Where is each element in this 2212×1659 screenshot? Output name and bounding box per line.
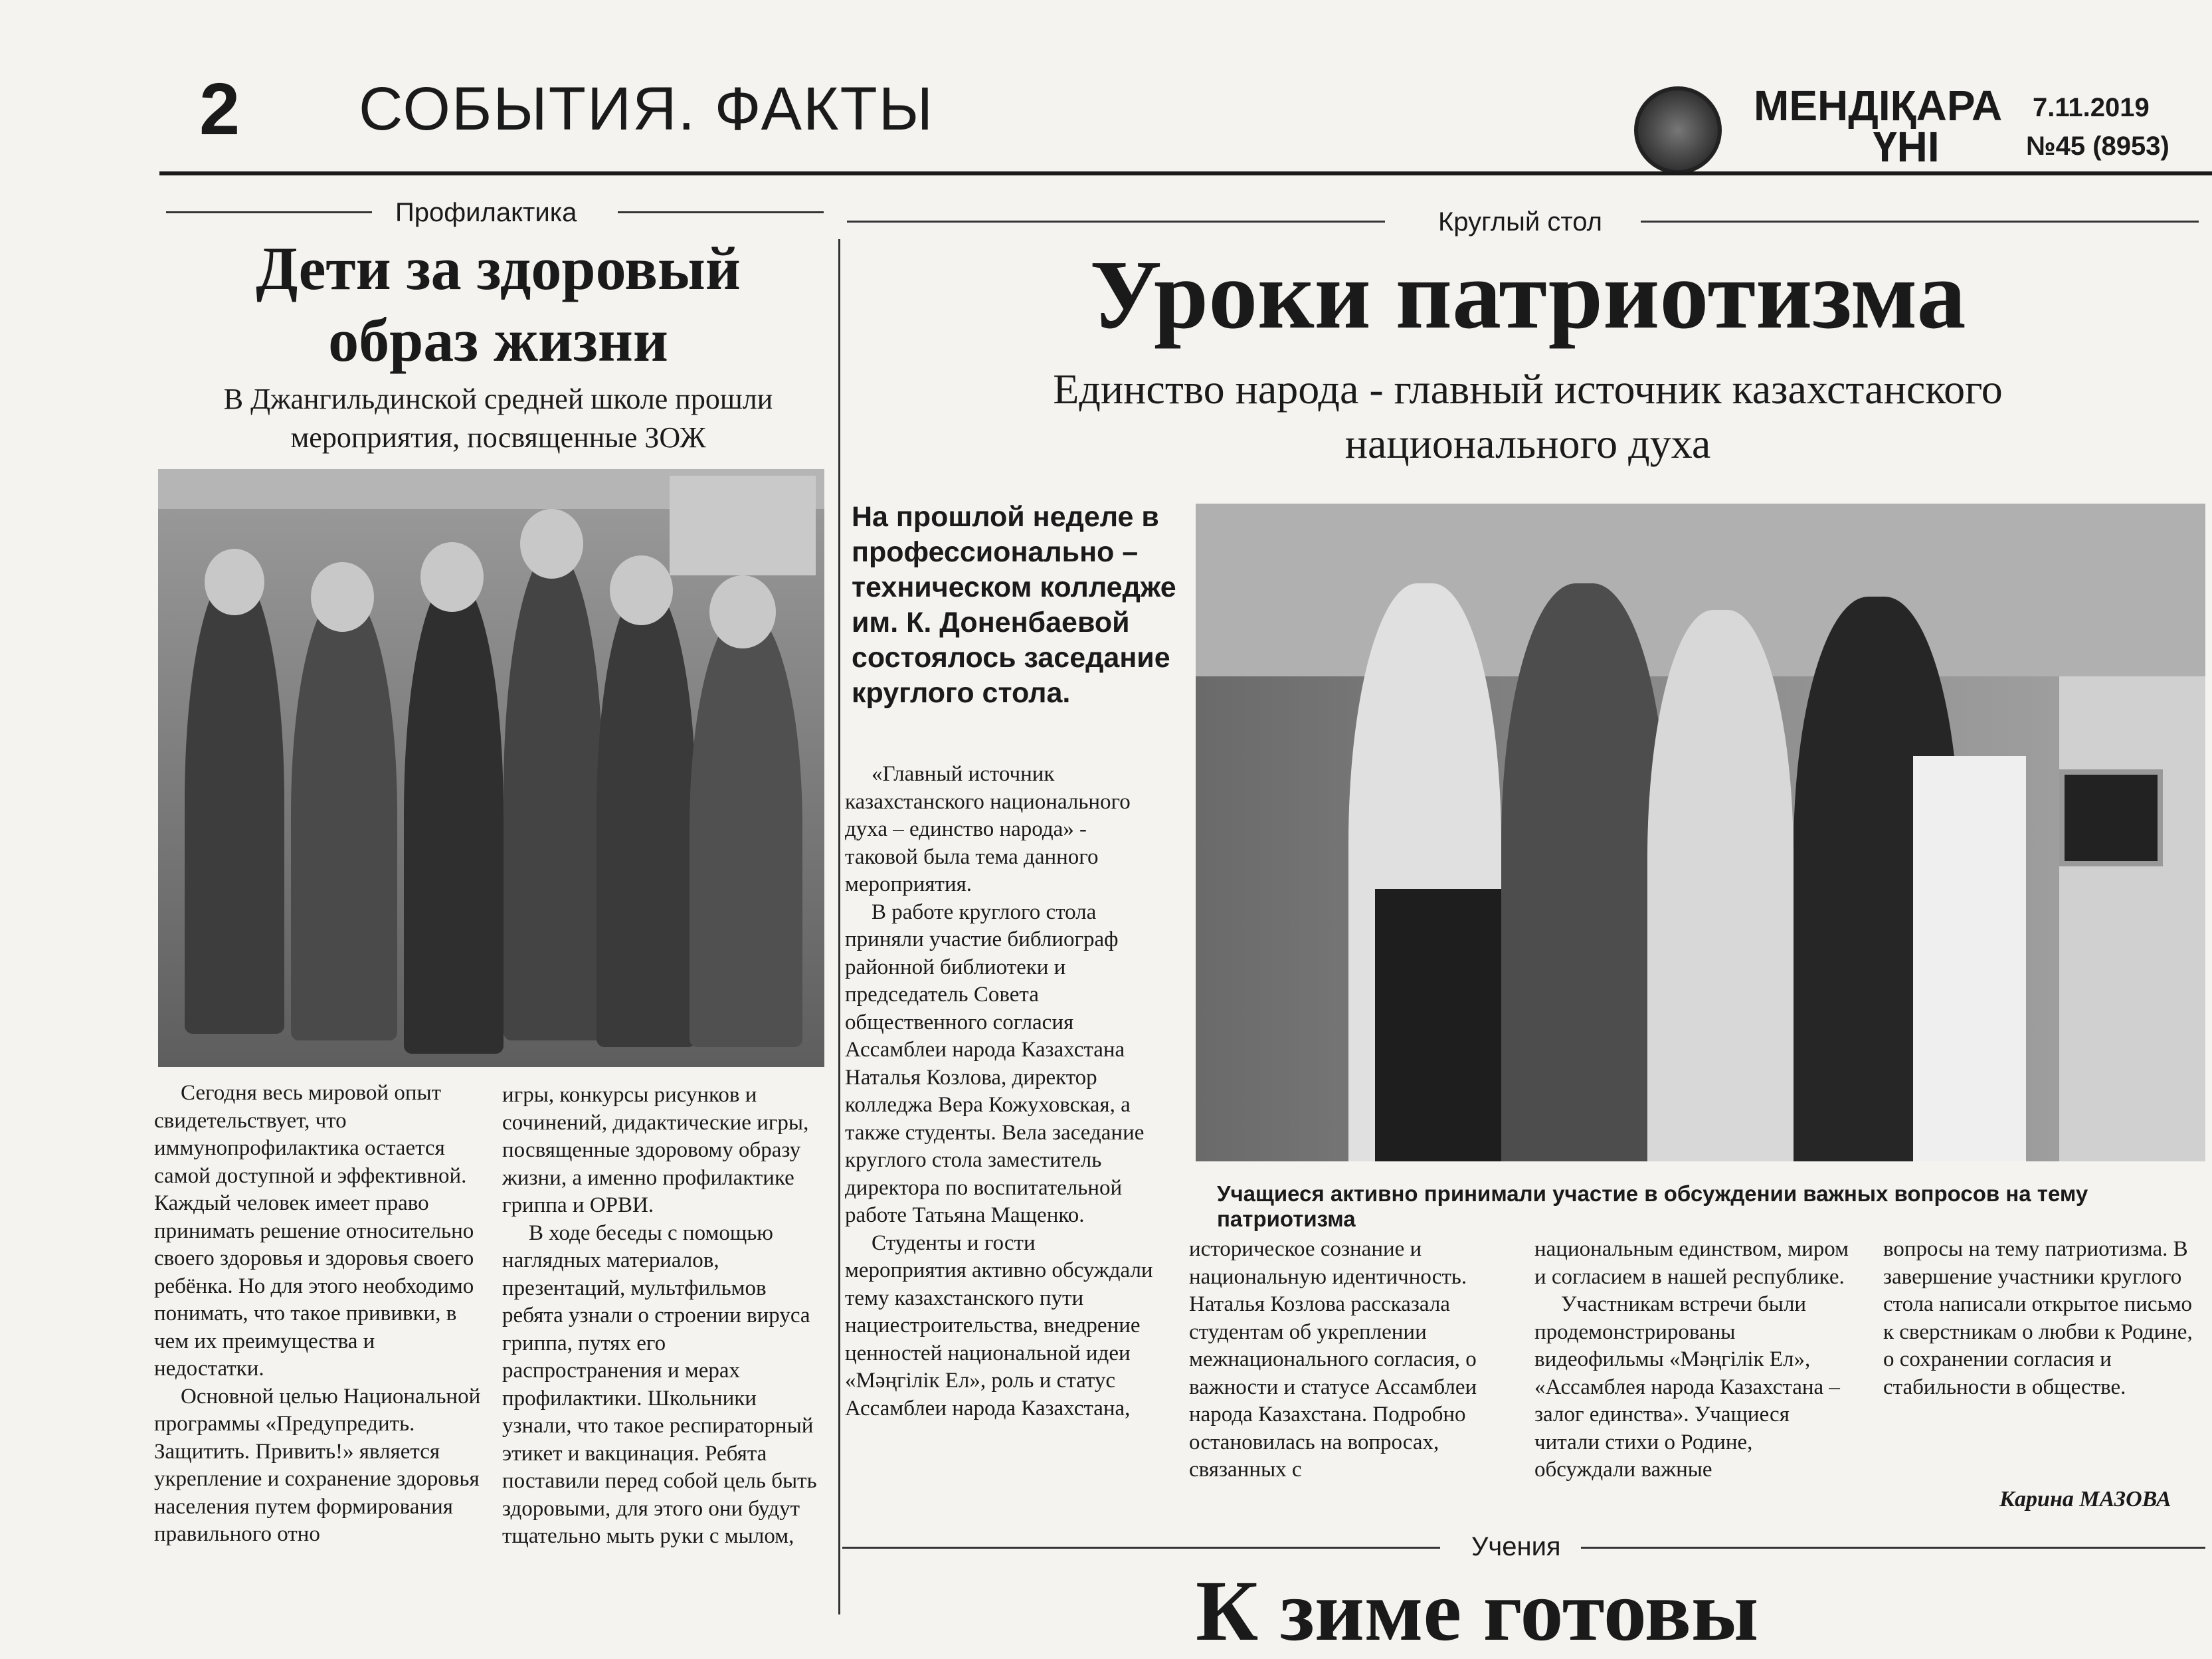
column-divider [838,239,840,1614]
child-figure [404,575,504,1054]
newspaper-logo [1754,82,2003,171]
student-figure [1501,583,1667,1161]
photo-window [2059,676,2205,1161]
child-figure [690,609,802,1047]
headline-line: Дети за здоровый [256,235,741,302]
child-figure [504,549,603,1040]
child-figure [185,569,284,1034]
rubric-rule-left [166,211,372,213]
subheadline-line: мероприятия, посвященные ЗОЖ [290,421,706,454]
paragraph: «Главный источник казахстанского национального духа – единство народа» - таковой была тема данного мероприятия. [845,762,1131,896]
article-lead: На прошлой неделе в профессионально – техническом колледже им. К. Доненбаевой состоялось заседание круглого стола. [852,501,1176,709]
photo-caption: Учащиеся активно принимали участие в обсуждении важных вопросов на тему патриотизма [1217,1181,2088,1231]
logo-line2: ҮНІ [1873,123,1940,171]
paragraph: игры, конкурсы рисунков и сочинений, дидактические игры, посвященные здоровому образу жизни, а именно профилактике гриппа и ОРВИ. [502,1083,809,1217]
paragraph: Участникам встречи были продемонстрированы видеофильмы «Мәңгілік Ел», «Ассамблея народа Казахстана – залог единства». Учащиеся читали стихи о Родине, обсуждали важные [1534,1292,1840,1482]
child-face [205,549,264,615]
masthead-rule [159,171,2212,175]
author-byline: Карина МАЗОВА [1999,1487,2171,1512]
rubric-rule-left [847,221,1385,223]
student-figure [1647,610,1794,1161]
paragraph: вопросы на тему патриотизма. В завершение участники круглого стола написали открытое письмо к сверстникам о любви к Родине, о сохранении согласия и стабильности в обществе. [1883,1237,2193,1399]
paragraph: историческое сознание и национальную идентичность. Наталья Козлова рассказала студентам об укреплении межнационального согласия, о важности и статусе Ассамблеи народа Казахстана. Подробно остановилась на вопросах, связанных с [1189,1237,1477,1482]
text-column-5 [1534,1236,1853,1484]
headline-healthy-lifestyle [166,233,830,376]
issue-date: 7.11.2019 [2033,93,2150,122]
text-column-3 [845,761,1157,1422]
text-column-2 [502,1082,821,1551]
paragraph: Сегодня весь мировой опыт свидетельствует, что иммунопрофилактика остается самой доступной и эффективной. Каждый человек имеет право принимать решение относительно своего здоровья и здоровья своего ребёнка. Но для этого необходимо понимать, что такое прививки, в чем их преимущества и недостатки. [154,1081,474,1381]
rubric-rule-right [1581,1547,2205,1549]
issue-number: №45 (8953) [2026,132,2169,161]
headline-line: образ жизни [328,306,668,374]
rubric-prophylaxis: Профилактика [395,198,577,227]
headline-patriotism: Уроки патриотизма [1089,241,1966,349]
child-face [420,542,484,612]
child-face [311,562,374,632]
section-title: СОБЫТИЯ. ФАКТЫ [359,75,935,143]
child-face [520,509,583,579]
subheadline-left [159,380,837,457]
photo-schoolchildren [158,469,824,1067]
child-figure [291,589,397,1040]
lectern [1913,756,2026,1161]
text-column-1 [154,1080,486,1549]
child-face [610,555,673,625]
paragraph: национальным единством, миром и согласием в нашей республике. [1534,1237,1849,1289]
subheadline-line: Единство народа - главный источник казахстанского [1053,365,2003,413]
page-number: 2 [199,68,240,150]
subheadline-line: В Джангильдинской средней школе прошли [223,383,773,415]
rubric-rule-right [1641,221,2199,223]
photo-board [670,476,816,575]
monitor [2059,769,2163,866]
photo-round-table [1196,504,2205,1161]
text-column-4 [1189,1236,1495,1484]
paragraph: В работе круглого стола приняли участие библиограф районной библиотеки и председатель Совета общественного согласия Ассамблеи народа Казахстана Наталья Козлова, директор колледжа Вера Кожуховская, а также студенты. Вела заседание круглого стола заместитель директора по воспитательной работе Татьяна Мащенко. [845,900,1145,1227]
paragraph: Основной целью Национальной программы «Предупредить. Защитить. Привить!» является укрепление и сохранение здоровья населения путем формирования правильного отно [154,1384,481,1546]
student-skirt [1375,889,1508,1161]
paragraph: Студенты и гости мероприятия активно обсуждали тему казахстанского пути нациестроительства, внедрение ценностей национальной идеи «Мәңгілік Ел», роль и статус Ассамблеи народа Казахстана, [845,1230,1153,1420]
next-article-headline: К зиме готовы [1196,1563,1759,1659]
rubric-round-table: Круглый стол [1438,207,1602,237]
rubric-exercises: Учения [1471,1532,1561,1561]
child-face [709,575,776,648]
rubric-rule-right [618,211,824,213]
subheadline-line: национального духа [1344,420,1711,467]
rubric-rule-left [842,1547,1440,1549]
child-figure [597,582,696,1047]
newspaper-seal-icon [1634,86,1722,174]
subheadline-right [850,362,2205,471]
paragraph: В ходе беседы с помощью наглядных материалов, презентаций, мультфильмов ребята узнали о строении вируса гриппа, путях его распространения и мерах профилактики. Школьники узнали, что такое респираторный этикет и вакцинация. Ребята поставили перед собой цель быть здоровыми, для этого они будут тщательно мыть руки с мылом, [502,1220,817,1548]
logo-line1: МЕНДІҚАРА [1754,82,2003,130]
text-column-6 [1883,1236,2195,1401]
